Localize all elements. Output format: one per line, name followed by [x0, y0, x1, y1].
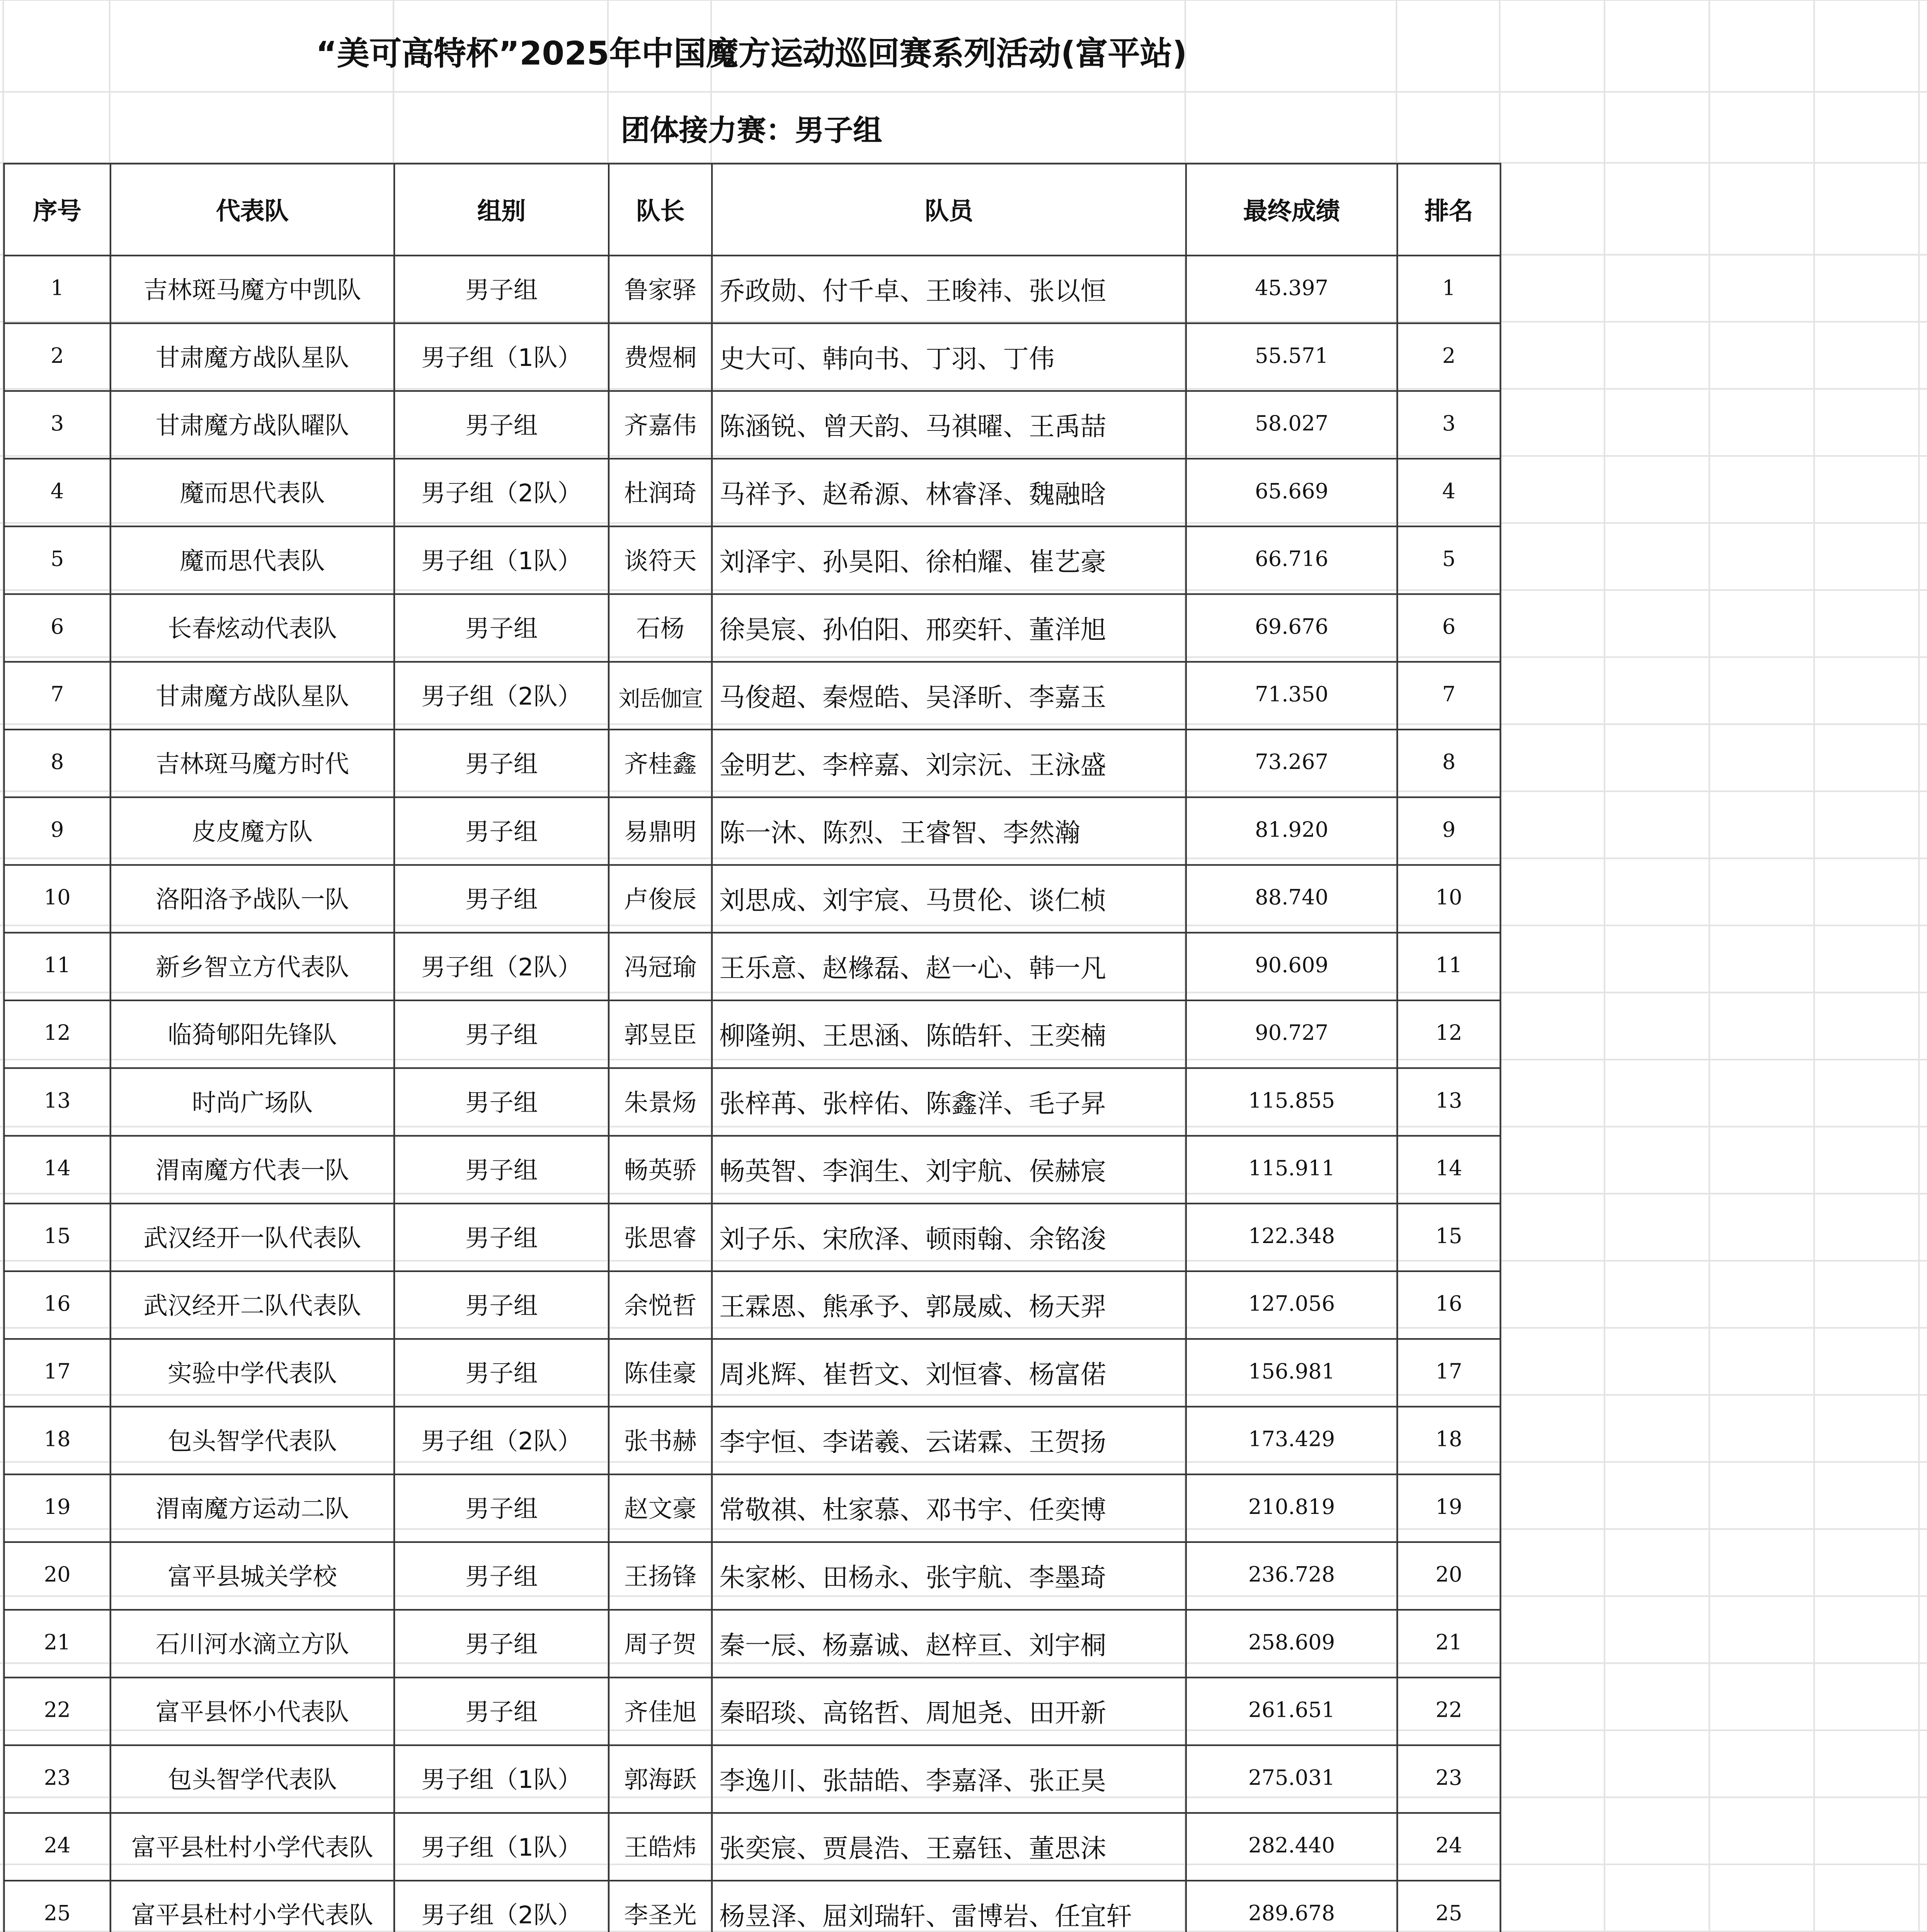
- cell-score: 88.740: [1186, 865, 1398, 932]
- table-row: [4, 933, 1500, 1000]
- cell-group: 男子组（1队）: [394, 1745, 609, 1813]
- table-row: [4, 865, 1500, 932]
- cell-seq: 10: [4, 865, 110, 932]
- sheet-subtitle: 团体接力赛：男子组: [621, 114, 882, 148]
- cell-captain: 陈佳豪: [609, 1339, 712, 1406]
- cell-rank: 22: [1397, 1677, 1500, 1745]
- cell-team: 时尚广场队: [111, 1068, 394, 1136]
- cell-group: 男子组（1队）: [394, 1813, 609, 1881]
- cell-captain: 张书赫: [609, 1406, 712, 1474]
- cell-team: 武汉经开二队代表队: [111, 1271, 394, 1339]
- cell-score: 45.397: [1186, 255, 1398, 323]
- cell-score: 210.819: [1186, 1475, 1398, 1542]
- cell-team: 长春炫动代表队: [111, 594, 394, 662]
- cell-rank: 25: [1397, 1881, 1500, 1932]
- cell-score: 73.267: [1186, 730, 1398, 797]
- cell-group: 男子组: [394, 1610, 609, 1677]
- cell-seq: 15: [4, 1204, 110, 1271]
- cell-rank: 13: [1397, 1068, 1500, 1136]
- header-group: 组别: [394, 163, 609, 255]
- cell-team: 洛阳洛予战队一队: [111, 865, 394, 932]
- cell-members: 柳隆朔、王思涵、陈皓轩、王奕楠: [712, 1000, 1186, 1068]
- cell-seq: 5: [4, 526, 110, 594]
- cell-score: 173.429: [1186, 1406, 1398, 1474]
- cell-captain: 石杨: [609, 594, 712, 662]
- header-rank: 排名: [1397, 163, 1500, 255]
- cell-captain: 易鼎明: [609, 797, 712, 865]
- cell-captain: 谈符天: [609, 526, 712, 594]
- cell-group: 男子组: [394, 594, 609, 662]
- cell-group: 男子组: [394, 1339, 609, 1406]
- cell-rank: 17: [1397, 1339, 1500, 1406]
- cell-team: 包头智学代表队: [111, 1745, 394, 1813]
- cell-rank: 4: [1397, 459, 1500, 526]
- cell-group: 男子组: [394, 1542, 609, 1610]
- cell-rank: 16: [1397, 1271, 1500, 1339]
- cell-members: 马祥予、赵希源、林睿泽、魏融晗: [712, 459, 1186, 526]
- header-row: [4, 163, 1500, 255]
- cell-rank: 1: [1397, 255, 1500, 323]
- cell-members: 秦昭琰、高铭哲、周旭尧、田开新: [712, 1677, 1186, 1745]
- cell-score: 275.031: [1186, 1745, 1398, 1813]
- header-score: 最终成绩: [1186, 163, 1398, 255]
- cell-rank: 24: [1397, 1813, 1500, 1881]
- cell-members: 陈一沐、陈烈、王睿智、李然瀚: [712, 797, 1186, 865]
- table-row: [4, 797, 1500, 865]
- cell-members: 常敬祺、杜家慕、邓书宇、任奕博: [712, 1475, 1186, 1542]
- header-members: 队员: [712, 163, 1186, 255]
- table-row: [4, 594, 1500, 662]
- header-seq: 序号: [4, 163, 110, 255]
- cell-rank: 18: [1397, 1406, 1500, 1474]
- table-row: [4, 1271, 1500, 1339]
- cell-team: 石川河水滴立方队: [111, 1610, 394, 1677]
- cell-score: 69.676: [1186, 594, 1398, 662]
- cell-team: 武汉经开一队代表队: [111, 1204, 394, 1271]
- cell-seq: 6: [4, 594, 110, 662]
- cell-score: 258.609: [1186, 1610, 1398, 1677]
- cell-captain: 李圣光: [609, 1881, 712, 1932]
- cell-score: 90.609: [1186, 933, 1398, 1000]
- cell-score: 90.727: [1186, 1000, 1398, 1068]
- table-row: [4, 1677, 1500, 1745]
- cell-group: 男子组: [394, 1000, 609, 1068]
- cell-rank: 8: [1397, 730, 1500, 797]
- cell-seq: 20: [4, 1542, 110, 1610]
- cell-score: 115.911: [1186, 1136, 1398, 1203]
- cell-group: 男子组: [394, 255, 609, 323]
- cell-rank: 21: [1397, 1610, 1500, 1677]
- cell-score: 236.728: [1186, 1542, 1398, 1610]
- cell-score: 122.348: [1186, 1204, 1398, 1271]
- cell-score: 65.669: [1186, 459, 1398, 526]
- cell-rank: 12: [1397, 1000, 1500, 1068]
- cell-group: 男子组: [394, 1136, 609, 1203]
- cell-captain: 冯冠瑜: [609, 933, 712, 1000]
- cell-rank: 6: [1397, 594, 1500, 662]
- table-row: [4, 1610, 1500, 1677]
- table-row: [4, 391, 1500, 459]
- cell-rank: 3: [1397, 391, 1500, 459]
- cell-seq: 16: [4, 1271, 110, 1339]
- cell-team: 吉林斑马魔方中凯队: [111, 255, 394, 323]
- cell-captain: 鲁家驿: [609, 255, 712, 323]
- cell-seq: 23: [4, 1745, 110, 1813]
- cell-seq: 11: [4, 933, 110, 1000]
- cell-score: 289.678: [1186, 1881, 1398, 1932]
- cell-captain: 周子贺: [609, 1610, 712, 1677]
- cell-captain: 齐桂鑫: [609, 730, 712, 797]
- header-captain: 队长: [609, 163, 712, 255]
- cell-team: 吉林斑马魔方时代: [111, 730, 394, 797]
- cell-team: 实验中学代表队: [111, 1339, 394, 1406]
- cell-captain: 卢俊辰: [609, 865, 712, 932]
- table-row: [4, 1000, 1500, 1068]
- table-row: [4, 1542, 1500, 1610]
- table-row: [4, 1406, 1500, 1474]
- cell-captain: 齐佳旭: [609, 1677, 712, 1745]
- cell-seq: 14: [4, 1136, 110, 1203]
- cell-members: 史大可、韩向书、丁羽、丁伟: [712, 323, 1186, 391]
- cell-score: 156.981: [1186, 1339, 1398, 1406]
- results-table: [3, 163, 1501, 1932]
- cell-seq: 22: [4, 1677, 110, 1745]
- table-row: [4, 1813, 1500, 1881]
- results-body: [4, 255, 1500, 1932]
- cell-rank: 5: [1397, 526, 1500, 594]
- cell-group: 男子组（2队）: [394, 1881, 609, 1932]
- cell-captain: 张思睿: [609, 1204, 712, 1271]
- table-row: [4, 323, 1500, 391]
- cell-members: 金明艺、李梓嘉、刘宗沅、王泳盛: [712, 730, 1186, 797]
- cell-team: 新乡智立方代表队: [111, 933, 394, 1000]
- cell-team: 甘肃魔方战队星队: [111, 323, 394, 391]
- table-row: [4, 1136, 1500, 1203]
- cell-team: 富平县杜村小学代表队: [111, 1881, 394, 1932]
- cell-group: 男子组（2队）: [394, 933, 609, 1000]
- cell-members: 徐昊宸、孙伯阳、邢奕轩、董洋旭: [712, 594, 1186, 662]
- cell-team: 包头智学代表队: [111, 1406, 394, 1474]
- cell-members: 王霖恩、熊承予、郭晟威、杨天羿: [712, 1271, 1186, 1339]
- cell-seq: 17: [4, 1339, 110, 1406]
- table-row: [4, 255, 1500, 323]
- cell-members: 王乐意、赵橼磊、赵一心、韩一凡: [712, 933, 1186, 1000]
- cell-members: 秦一辰、杨嘉诚、赵梓亘、刘宇桐: [712, 1610, 1186, 1677]
- cell-captain: 齐嘉伟: [609, 391, 712, 459]
- table-row: [4, 1068, 1500, 1136]
- cell-rank: 10: [1397, 865, 1500, 932]
- cell-rank: 9: [1397, 797, 1500, 865]
- cell-members: 杨昱泽、屈刘瑞轩、雷博岩、任宜轩: [712, 1881, 1186, 1932]
- table-row: [4, 662, 1500, 730]
- cell-members: 乔政勋、付千卓、王晙祎、张以恒: [712, 255, 1186, 323]
- cell-captain: 郭海跃: [609, 1745, 712, 1813]
- cell-group: 男子组（2队）: [394, 1406, 609, 1474]
- cell-group: 男子组: [394, 797, 609, 865]
- cell-seq: 13: [4, 1068, 110, 1136]
- cell-members: 张奕宸、贾晨浩、王嘉钰、董思沫: [712, 1813, 1186, 1881]
- cell-seq: 19: [4, 1475, 110, 1542]
- table-row: [4, 526, 1500, 594]
- cell-rank: 15: [1397, 1204, 1500, 1271]
- cell-group: 男子组（1队）: [394, 323, 609, 391]
- cell-captain: 王皓炜: [609, 1813, 712, 1881]
- cell-group: 男子组（1队）: [394, 526, 609, 594]
- cell-members: 刘子乐、宋欣泽、顿雨翰、余铭浚: [712, 1204, 1186, 1271]
- cell-members: 刘思成、刘宇宸、马贯伦、谈仁桢: [712, 865, 1186, 932]
- table-row: [4, 1339, 1500, 1406]
- cell-score: 127.056: [1186, 1271, 1398, 1339]
- cell-team: 皮皮魔方队: [111, 797, 394, 865]
- cell-team: 渭南魔方运动二队: [111, 1475, 394, 1542]
- cell-score: 71.350: [1186, 662, 1398, 730]
- cell-members: 马俊超、秦煜皓、吴泽昕、李嘉玉: [712, 662, 1186, 730]
- cell-group: 男子组: [394, 865, 609, 932]
- cell-score: 55.571: [1186, 323, 1398, 391]
- cell-captain: 杜润琦: [609, 459, 712, 526]
- cell-captain: 赵文豪: [609, 1475, 712, 1542]
- cell-seq: 25: [4, 1881, 110, 1932]
- cell-seq: 1: [4, 255, 110, 323]
- cell-seq: 2: [4, 323, 110, 391]
- cell-team: 临猗郇阳先锋队: [111, 1000, 394, 1068]
- cell-score: 58.027: [1186, 391, 1398, 459]
- cell-group: 男子组: [394, 730, 609, 797]
- cell-seq: 7: [4, 662, 110, 730]
- cell-seq: 9: [4, 797, 110, 865]
- cell-team: 富平县杜村小学代表队: [111, 1813, 394, 1881]
- table-row: [4, 1745, 1500, 1813]
- cell-captain: 朱景炀: [609, 1068, 712, 1136]
- cell-captain: 余悦哲: [609, 1271, 712, 1339]
- cell-members: 畅英智、李润生、刘宇航、侯赫宸: [712, 1136, 1186, 1203]
- cell-score: 115.855: [1186, 1068, 1398, 1136]
- cell-captain: 费煜桐: [609, 323, 712, 391]
- cell-team: 魔而思代表队: [111, 526, 394, 594]
- table-row: [4, 730, 1500, 797]
- cell-seq: 3: [4, 391, 110, 459]
- header-team: 代表队: [111, 163, 394, 255]
- cell-score: 66.716: [1186, 526, 1398, 594]
- cell-score: 81.920: [1186, 797, 1398, 865]
- cell-group: 男子组: [394, 1677, 609, 1745]
- cell-captain: 畅英骄: [609, 1136, 712, 1203]
- sheet-title: “美可高特杯”2025年中国魔方运动巡回赛系列活动(富平站): [316, 33, 1187, 72]
- cell-team: 魔而思代表队: [111, 459, 394, 526]
- cell-rank: 14: [1397, 1136, 1500, 1203]
- cell-rank: 23: [1397, 1745, 1500, 1813]
- cell-captain: 郭昱臣: [609, 1000, 712, 1068]
- cell-seq: 21: [4, 1610, 110, 1677]
- cell-team: 甘肃魔方战队曜队: [111, 391, 394, 459]
- cell-members: 李宇恒、李诺羲、云诺霖、王贺扬: [712, 1406, 1186, 1474]
- table-row: [4, 459, 1500, 526]
- cell-rank: 7: [1397, 662, 1500, 730]
- cell-team: 甘肃魔方战队星队: [111, 662, 394, 730]
- cell-score: 282.440: [1186, 1813, 1398, 1881]
- cell-team: 富平县怀小代表队: [111, 1677, 394, 1745]
- cell-seq: 12: [4, 1000, 110, 1068]
- table-row: [4, 1475, 1500, 1542]
- cell-rank: 2: [1397, 323, 1500, 391]
- cell-group: 男子组: [394, 391, 609, 459]
- cell-group: 男子组: [394, 1204, 609, 1271]
- cell-group: 男子组: [394, 1271, 609, 1339]
- cell-group: 男子组: [394, 1475, 609, 1542]
- cell-members: 朱家彬、田杨永、张宇航、李墨琦: [712, 1542, 1186, 1610]
- cell-team: 渭南魔方代表一队: [111, 1136, 394, 1203]
- cell-rank: 20: [1397, 1542, 1500, 1610]
- cell-members: 陈涵锐、曾天韵、马祺曜、王禹喆: [712, 391, 1186, 459]
- table-row: [4, 1204, 1500, 1271]
- cell-seq: 8: [4, 730, 110, 797]
- cell-seq: 18: [4, 1406, 110, 1474]
- cell-captain: 刘岳伽宣: [609, 662, 712, 730]
- cell-seq: 24: [4, 1813, 110, 1881]
- cell-members: 周兆辉、崔哲文、刘恒睿、杨富偌: [712, 1339, 1186, 1406]
- table-row: [4, 1881, 1500, 1932]
- cell-members: 刘泽宇、孙昊阳、徐柏耀、崔艺豪: [712, 526, 1186, 594]
- cell-score: 261.651: [1186, 1677, 1398, 1745]
- cell-group: 男子组（2队）: [394, 662, 609, 730]
- cell-group: 男子组: [394, 1068, 609, 1136]
- cell-members: 张梓苒、张梓佑、陈鑫洋、毛子昇: [712, 1068, 1186, 1136]
- cell-seq: 4: [4, 459, 110, 526]
- cell-rank: 11: [1397, 933, 1500, 1000]
- cell-team: 富平县城关学校: [111, 1542, 394, 1610]
- cell-captain: 王扬锋: [609, 1542, 712, 1610]
- cell-group: 男子组（2队）: [394, 459, 609, 526]
- cell-rank: 19: [1397, 1475, 1500, 1542]
- cell-members: 李逸川、张喆皓、李嘉泽、张正昊: [712, 1745, 1186, 1813]
